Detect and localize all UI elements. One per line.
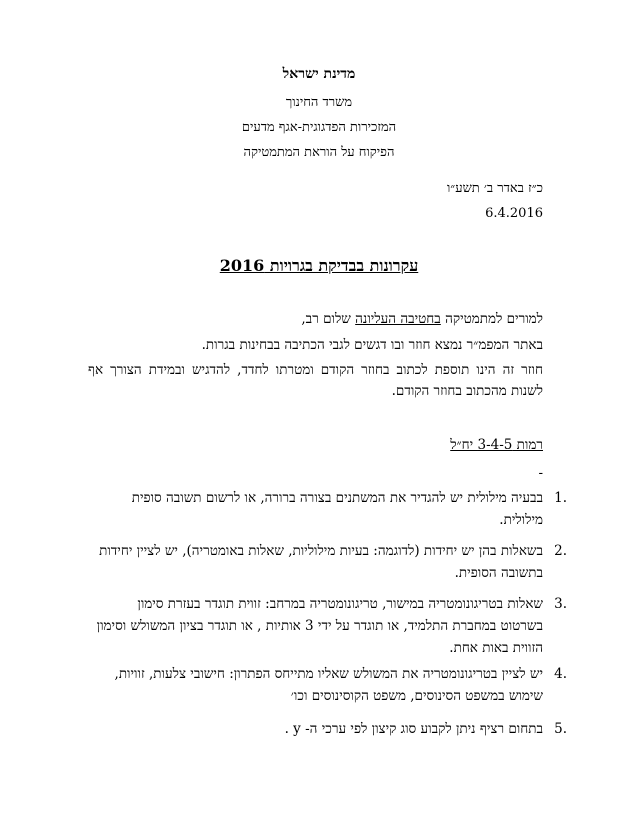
greeting-underlined: בחטיבה העליונה: [355, 311, 441, 327]
gregorian-date: 6.4.2016: [485, 206, 543, 221]
header-supervision: הפיקוח על הוראת המתמטיקה: [243, 145, 395, 160]
header-state: מדינת ישראל: [282, 66, 356, 82]
hebrew-date: כ״ז באדר ב׳ תשע״ו: [446, 181, 543, 196]
greeting: [301, 311, 543, 327]
list-item-text: בשאלות בהן יש יחידות (לדוגמה: בעיות מילוליות, שאלות באומטריה), יש לציין יחידות בתשובה הסופית.: [99, 543, 543, 581]
greeting-pre: למורים למתמטיקה: [445, 311, 543, 327]
list-item-number: 3.: [554, 596, 567, 612]
dash-mark: -: [538, 465, 543, 481]
header-secretariat: המזכירות הפדגוגית-אגף מדעים: [241, 120, 397, 135]
section-heading: רמות 3-4-5 יח״ל: [450, 437, 543, 453]
list-item: [93, 487, 567, 531]
intro-text: באתר המפמ״ר נמצא חוזר ובו דגשים לגבי הכתיבה בבחינות בגרות.: [201, 337, 543, 353]
list-item-number: 4.: [554, 666, 567, 682]
list-item-text: יש לציין בטריגונומטריה את המשולש שאליו מתייחס הפתרון: חישובי צלעות, זוויות, שימוש במשפט הסינוסים, משפט הקוסינוסים וכו׳: [114, 666, 543, 704]
list-item-number: 1.: [554, 490, 567, 506]
list-item: [93, 718, 567, 740]
list-item-text: בתחום רציף ניתן לקבוע סוג קיצון לפי ערכי ה- y .: [284, 721, 543, 737]
document-title: עקרונות בבדיקת בגרויות 2016: [219, 256, 419, 275]
header-ministry: משרד החינוך: [285, 95, 353, 110]
list-item-number: 5.: [554, 721, 567, 737]
list-item: [93, 540, 567, 584]
greeting-post: שלום רב,: [301, 311, 351, 327]
list-item: [93, 593, 567, 659]
paragraph-text: חוזר זה הינו תוספת לכתוב בחוזר הקודם ומטרתו לחדד, להדגיש ובמידת הצורך אף לשנות מהכתוב בחוזר הקודם.: [88, 362, 543, 399]
list-item-text: שאלות בטריגונומטריה במישור, טריגונומטריה במרחב: זווית תוגדר בעזרת סימון בשרטוט במחברת התלמיד, או תוגדר על ידי 3 אותיות , או תוגדר בציון המשולש וסימון הזווית באות אחת.: [96, 596, 543, 656]
list-item: [93, 663, 567, 707]
list-item-text: בבעיה מילולית יש להגדיר את המשתנים בצורה ברורה, או לרשום תשובה סופית מילולית.: [131, 490, 543, 528]
list-item-number: 2.: [554, 543, 567, 559]
